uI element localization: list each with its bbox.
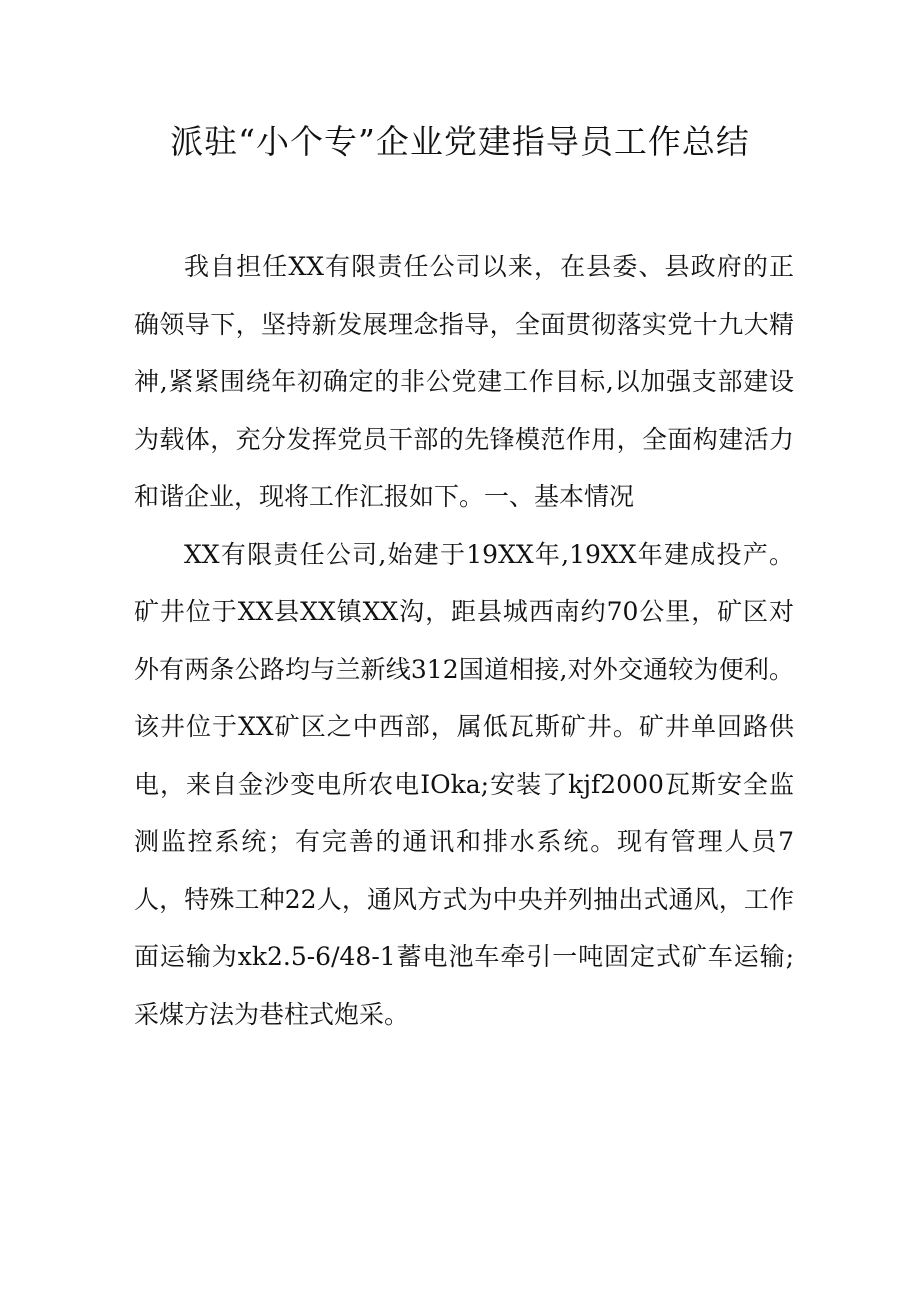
paragraph-intro: 我自担任XX有限责任公司以来，在县委、县政府的正确领导下，坚持新发展理念指导，全面贯彻落实党十九大精神,紧紧围绕年初确定的非公党建工作目标,以加强支部建设为载体，充分发挥党员干部的先锋模范作用，全面构建活力和谐企业，现将工作汇报如下。一、基本情况 [134, 252, 794, 511]
document-title: 派驻“小个专”企业党建指导员工作总结 [170, 122, 750, 161]
paragraph-basic-info: XX有限责任公司,始建于19XX年,19XX年建成投产。矿井位于XX县XX镇XX沟，距县城西南约70公里，矿区对外有两条公路均与兰新线312国道相接,对外交通较为便利。该井位于XX矿区之中西部，属低瓦斯矿井。矿井单回路供电，来自金沙变电所农电IOka;安装了kjf2000瓦斯安全监测监控系统；有完善的通讯和排水系统。现有管理人员7人，特殊工种22人，通风方式为中央并列抽出式通风，工作面运输为xk2.5-6/48-1蓄电池车牵引一吨固定式矿车运输;采煤方法为巷柱式炮采。 [134, 539, 794, 1029]
document-body [134, 238, 794, 1043]
